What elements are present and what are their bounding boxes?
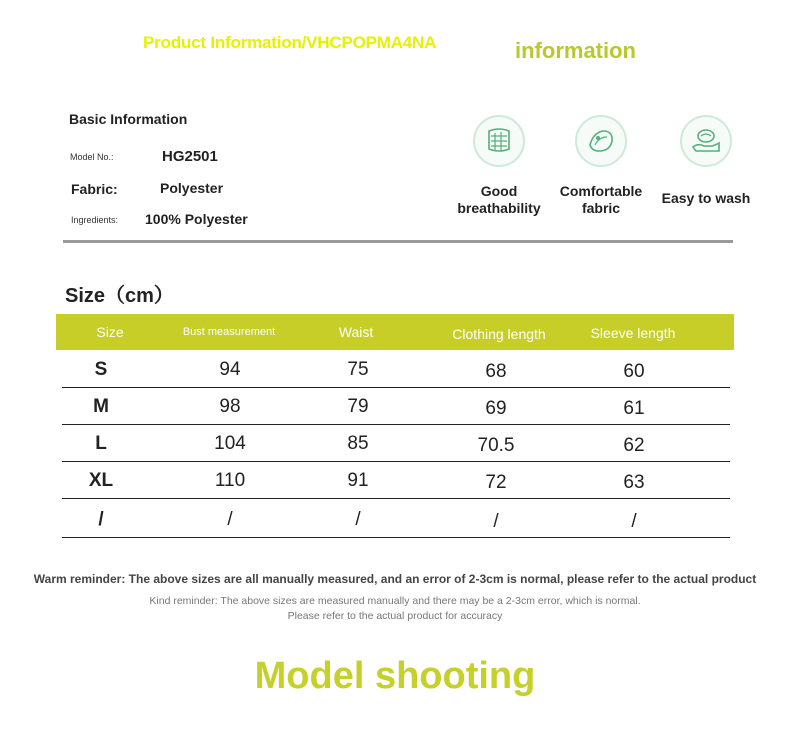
kind-reminder-line1: Kind reminder: The above sizes are measured manually and there may be a 2-3cm error, which is normal. (149, 595, 641, 607)
cell-size: S (94, 359, 108, 380)
product-info-heading: Product Information/VHCPOPMA4NA (143, 33, 437, 52)
cell-sleeve-length: 61 (623, 398, 645, 419)
cell-bust: 94 (219, 359, 241, 380)
header-clothing-length: Clothing length (452, 326, 546, 342)
comfortable-fabric-icon (575, 115, 627, 167)
cell-waist: 85 (347, 433, 369, 454)
header-size: Size (96, 324, 124, 340)
header-waist: Waist (338, 324, 374, 340)
ingredients-label: Ingredients: (71, 215, 119, 225)
cell-clothing-length: 68 (485, 361, 507, 382)
table-row (62, 500, 730, 538)
feature-label-line1: Easy to wash (661, 190, 751, 206)
table-row (62, 350, 730, 388)
easy-wash-icon (680, 115, 732, 167)
cell-clothing-length: 72 (485, 472, 507, 493)
warm-reminder: Warm reminder: The above sizes are all manually measured, and an error of 2-3cm is normal, please refer to the actual product (33, 572, 757, 586)
cell-size: M (93, 396, 109, 417)
cell-size: XL (88, 470, 114, 491)
ingredients-value: 100% Polyester (145, 211, 248, 227)
cell-clothing-length: 69 (485, 398, 507, 419)
cell-sleeve-length: 62 (623, 435, 645, 456)
basic-info-title: Basic Information (69, 111, 188, 127)
cell-waist: 75 (347, 359, 369, 380)
cell-size: L (95, 433, 107, 454)
cell-waist: 91 (347, 470, 369, 491)
table-row (62, 424, 730, 462)
cell-clothing-length: 70.5 (477, 435, 515, 456)
model-label: Model No.: (70, 152, 114, 162)
cell-sleeve-length: / (631, 511, 637, 532)
table-row (62, 461, 730, 499)
cell-bust: 110 (214, 470, 246, 491)
fabric-value: Polyester (160, 180, 224, 196)
feature-breathability (449, 115, 549, 217)
header-sleeve-length: Sleeve length (590, 325, 676, 341)
model-shooting-heading: Model shooting (254, 655, 536, 697)
cell-clothing-length: / (493, 511, 499, 532)
feature-label-line2: fabric (581, 200, 621, 216)
cell-size: / (98, 509, 104, 530)
cell-bust: / (227, 509, 233, 530)
cell-waist: / (355, 509, 361, 530)
cell-sleeve-length: 60 (623, 361, 645, 382)
kind-reminder-line2: Please refer to the actual product for accuracy (287, 610, 503, 622)
model-value: HG2501 (162, 148, 218, 165)
feature-label-line2: breathability (457, 200, 541, 216)
size-table-header (56, 314, 734, 350)
cell-waist: 79 (347, 396, 369, 417)
fabric-label: Fabric: (71, 181, 118, 197)
section-divider (63, 240, 733, 243)
cell-bust: 98 (219, 396, 241, 417)
cell-sleeve-length: 63 (623, 472, 645, 493)
size-title: Size（cm） (65, 285, 174, 307)
feature-label-line1: Comfortable (559, 183, 643, 199)
cell-bust: 104 (214, 433, 246, 454)
feature-comfortable (551, 115, 651, 217)
feature-label-line1: Good (480, 183, 518, 199)
information-heading: information (515, 38, 636, 63)
header-bust: Bust measurement (182, 326, 276, 338)
kind-reminder (0, 594, 790, 624)
feature-easy-wash (656, 115, 756, 207)
table-row (62, 387, 730, 425)
breathable-fabric-icon (473, 115, 525, 167)
